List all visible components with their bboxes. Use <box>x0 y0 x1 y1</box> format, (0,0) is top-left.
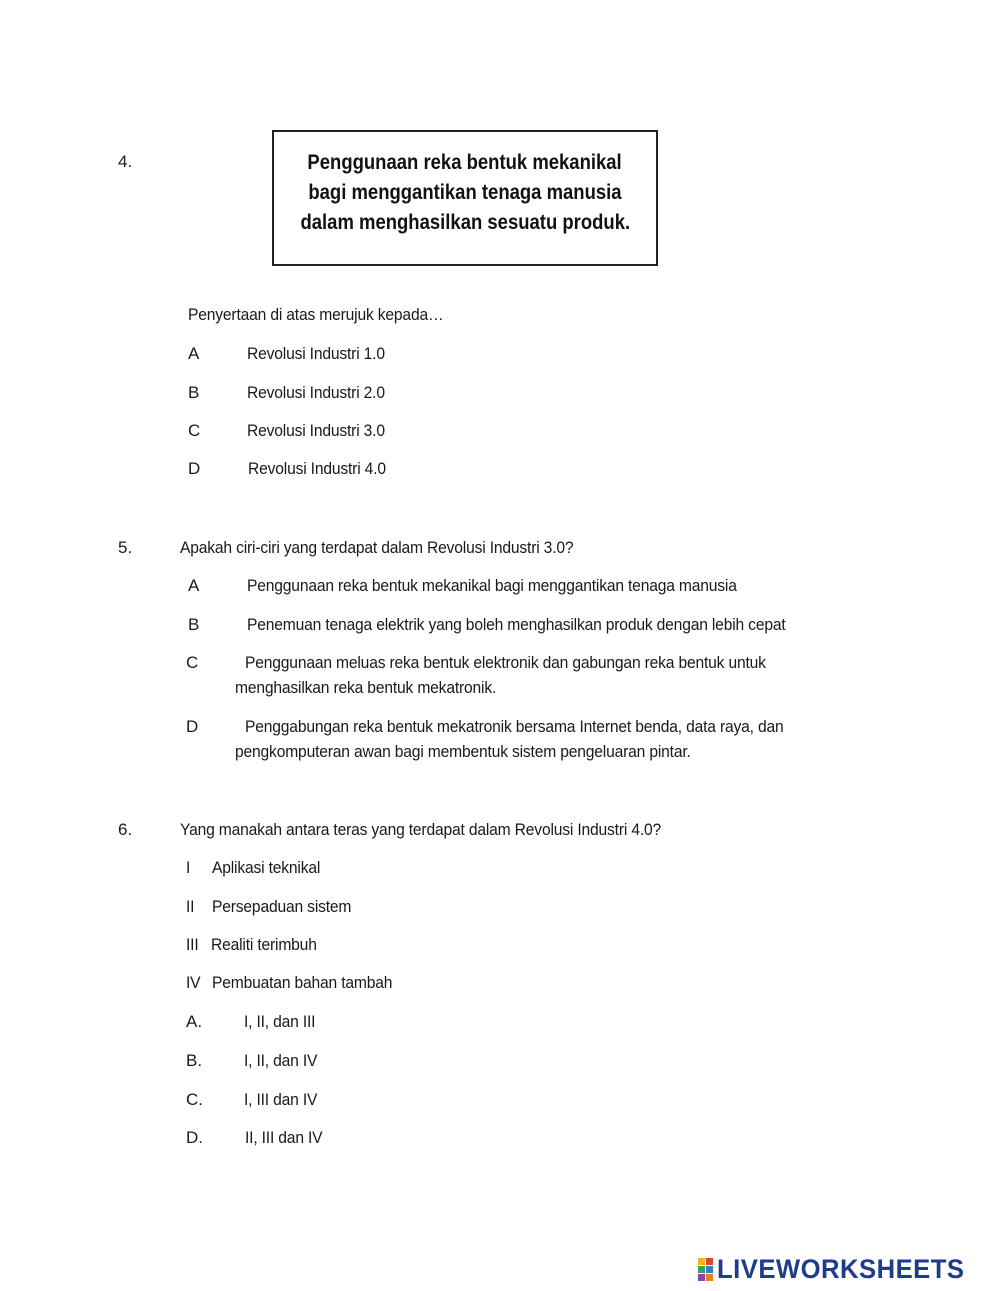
q6-option-c-text[interactable]: I, III dan IV <box>244 1090 318 1109</box>
question-4-number: 4. <box>118 152 133 171</box>
q5-option-b-letter[interactable]: B <box>188 615 200 634</box>
q6-option-c-letter[interactable]: C. <box>186 1090 203 1109</box>
question-6-text: Yang manakah antara teras yang terdapat dalam Revolusi Industri 4.0? <box>180 820 662 839</box>
q4-option-a-text[interactable]: Revolusi Industri 1.0 <box>247 344 385 363</box>
q4-option-c-letter[interactable]: C <box>188 421 201 440</box>
q5-option-c-letter[interactable]: C <box>186 653 199 672</box>
statement-line-3: dalam menghasilkan sesuatu produk. <box>300 211 630 234</box>
statement-iii-roman: III <box>186 935 199 954</box>
statement-iii-text: Realiti terimbuh <box>211 935 317 954</box>
q5-option-b-text[interactable]: Penemuan tenaga elektrik yang boleh menghasilkan produk dengan lebih cepat <box>247 615 786 634</box>
logo-text: LIVEWORKSHEETS <box>717 1253 965 1284</box>
q4-option-d-text[interactable]: Revolusi Industri 4.0 <box>248 459 386 478</box>
statement-i-text: Aplikasi teknikal <box>212 858 321 877</box>
q6-option-a-text[interactable]: I, II, dan III <box>244 1012 316 1031</box>
logo-mark-icon <box>698 1258 713 1281</box>
statement-line-1: Penggunaan reka bentuk mekanikal <box>307 151 623 174</box>
q5-option-c-text-cont[interactable]: menghasilkan reka bentuk mekatronik. <box>235 678 497 697</box>
liveworksheets-logo <box>698 1255 978 1283</box>
q5-option-a-letter[interactable]: A <box>188 576 200 595</box>
q5-option-d-letter[interactable]: D <box>186 717 199 736</box>
question-5-text: Apakah ciri-ciri yang terdapat dalam Revolusi Industri 3.0? <box>180 538 574 557</box>
q5-option-d-text-cont[interactable]: pengkomputeran awan bagi membentuk sistem pengeluaran pintar. <box>235 742 691 761</box>
q6-option-d-letter[interactable]: D. <box>186 1128 203 1147</box>
statement-i-roman: I <box>186 858 191 877</box>
statement-ii-roman: II <box>186 897 195 916</box>
question-6-number: 6. <box>118 820 133 839</box>
q4-option-d-letter[interactable]: D <box>188 459 201 478</box>
q5-option-a-text[interactable]: Penggunaan reka bentuk mekanikal bagi menggantikan tenaga manusia <box>247 576 737 595</box>
question-4-prompt: Penyertaan di atas merujuk kepada… <box>188 305 444 324</box>
q6-option-d-text[interactable]: II, III dan IV <box>245 1128 323 1147</box>
q5-option-d-text[interactable]: Penggabungan reka bentuk mekatronik bersama Internet benda, data raya, dan <box>245 717 784 736</box>
q4-option-a-letter[interactable]: A <box>188 344 200 363</box>
q6-option-b-text[interactable]: I, II, dan IV <box>244 1051 318 1070</box>
q4-option-c-text[interactable]: Revolusi Industri 3.0 <box>247 421 385 440</box>
statement-box <box>272 130 658 266</box>
q4-option-b-letter[interactable]: B <box>188 383 200 402</box>
q4-option-b-text[interactable]: Revolusi Industri 2.0 <box>247 383 385 402</box>
q5-option-c-text[interactable]: Penggunaan meluas reka bentuk elektronik dan gabungan reka bentuk untuk <box>245 653 766 672</box>
statement-line-2: bagi menggantikan tenaga manusia <box>308 181 622 204</box>
q6-option-a-letter[interactable]: A. <box>186 1012 203 1031</box>
statement-iv-roman: IV <box>186 973 201 992</box>
question-5-number: 5. <box>118 538 133 557</box>
statement-iv-text: Pembuatan bahan tambah <box>212 973 393 992</box>
q6-option-b-letter[interactable]: B. <box>186 1051 203 1070</box>
statement-ii-text: Persepaduan sistem <box>212 897 352 916</box>
